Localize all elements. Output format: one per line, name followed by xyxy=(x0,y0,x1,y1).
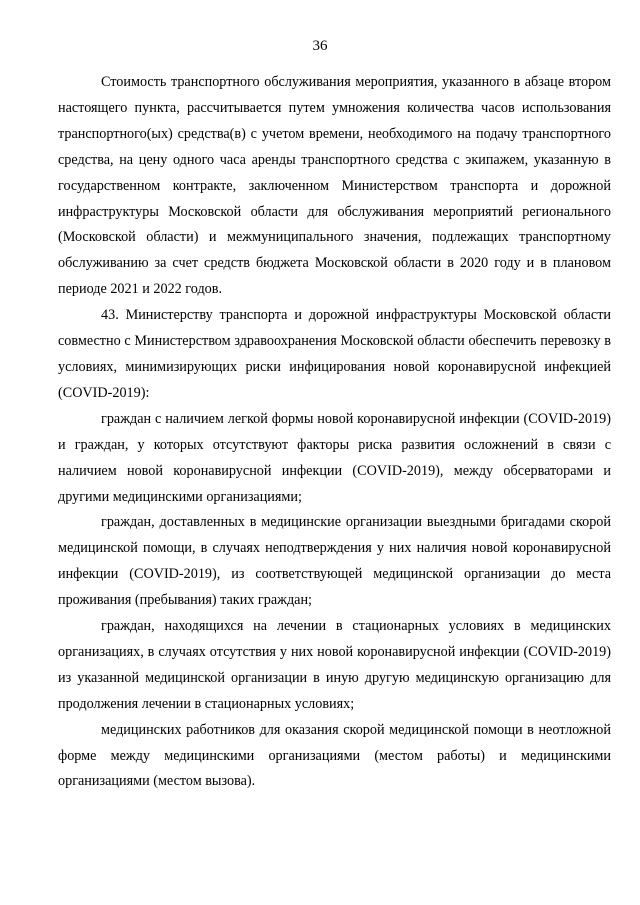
paragraph-transport-cost: Стоимость транспортного обслуживания мероприятия, указанного в абзаце втором настоящего пункта, рассчитывается путем умножения количества часов использования транспортного(ых) средства(в) с учетом времени, необходимого на подачу транспортного средства, на цену одного часа аренды транспортного средства с экипажем, указанную в государственном контракте, заключенном Министерством транспорта и дорожной инфраструктуры Московской области для обслуживания мероприятий регионального (Московской области) и межмуниципального значения, подлежащих транспортному обслуживанию за счет средств бюджета Московской области в 2020 году и в плановом периоде 2021 и 2022 годов. xyxy=(58,74,611,298)
paragraph-mild-covid-citizens: граждан с наличием легкой формы новой коронавирусной инфекции (COVID-2019) и граждан, у которых отсутствуют факторы риска развития осложнений в связи с наличием новой коронавирусной инфекции (COVID-2019), между обсерваторами и другими медицинскими организациями; xyxy=(58,410,611,505)
paragraph-medical-workers: медицинских работников для оказания скорой медицинской помощи в неотложной форме между медицинскими организациями (местом работы) и медицинскими организациями (местом вызова). xyxy=(58,721,611,790)
page-number: 36 xyxy=(312,38,328,54)
document-body xyxy=(58,70,611,795)
paragraph-item-43: 43. Министерству транспорта и дорожной инфраструктуры Московской области совместно с Министерством здравоохранения Московской области обеспечить перевозку в условиях, минимизирующих риски инфицирования новой коронавирусной инфекцией (COVID-2019): xyxy=(58,307,611,401)
paragraph-inpatient-citizens: граждан, находящихся на лечении в стационарных условиях в медицинских организациях, в случаях отсутствия у них новой коронавирусной инфекции (COVID-2019) из указанной медицинской организации в иную другую медицинскую организацию для продолжения лечении в стационарных условиях; xyxy=(58,618,611,712)
paragraph-ambulance-delivered-citizens: граждан, доставленных в медицинские организации выездными бригадами скорой медицинской помощи, в случаях неподтверждения у них наличия новой коронавирусной инфекции (COVID-2019), из соответствующей медицинской организации до места проживания (пребывания) таких граждан; xyxy=(58,514,611,609)
